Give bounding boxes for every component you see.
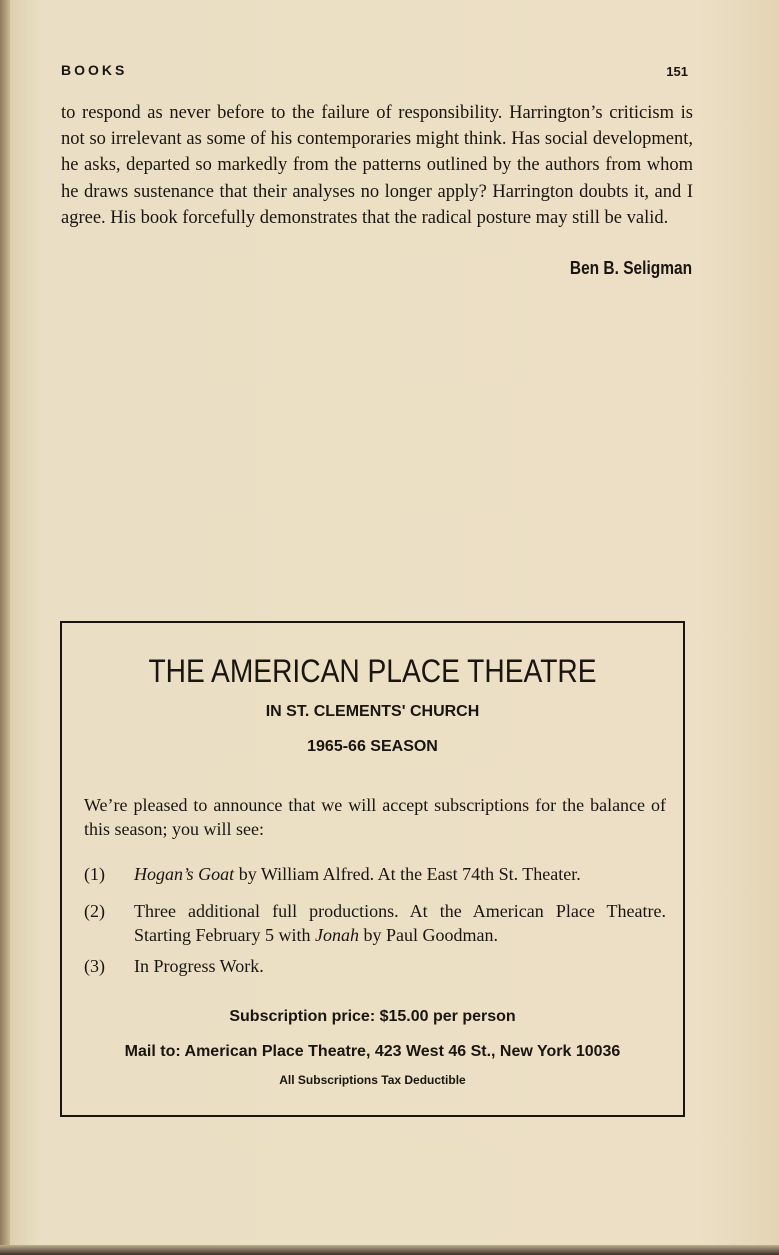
page-gutter-shadow	[0, 0, 10, 1255]
page-bottom-shadow	[0, 1245, 779, 1255]
ad-intro: We’re pleased to announce that we will accept subscriptions for the balance of this season; you will see:	[84, 795, 666, 839]
page-number: 151	[666, 64, 688, 79]
ad-item-number: (2)	[84, 901, 105, 921]
review-paragraph	[61, 100, 693, 231]
ad-title: THE AMERICAN PLACE THEATRE	[148, 653, 597, 689]
ad-item-text: In Progress Work.	[134, 956, 264, 976]
ad-location: IN ST. CLEMENTS' CHURCH	[265, 703, 480, 720]
ad-mailing-address: Mail to: American Place Theatre, 423 West 46 St., New York 10036	[124, 1043, 621, 1060]
running-header-section: BOOKS	[61, 62, 128, 78]
ad-season: 1965-66 SEASON	[307, 738, 438, 755]
theatre-advertisement	[60, 621, 685, 1117]
ad-item-number: (1)	[84, 864, 105, 884]
review-author: Ben B. Seligman	[569, 258, 692, 278]
ad-tax-note: All Subscriptions Tax Deductible	[279, 1073, 466, 1087]
ad-item-title: Hogan’s Goat	[134, 864, 235, 884]
review-paragraph-text: to respond as never before to the failure of responsibility. Harrington’s criticism is not so irrelevant as some of his contemporaries might think. Has social development, he asks, departed so markedly from the patterns outlined by the authors from whom he draws sustenance that their analyses no longer apply? Harrington doubts it, and I agree. His book forcefully demonstrates that the radical posture may still be valid.	[61, 103, 693, 228]
ad-item-number: (3)	[84, 956, 105, 976]
ad-item-text: Hogan’s Goat by William Alfred. At the East 74th St. Theater.	[134, 864, 581, 884]
ad-item-text: Three additional full productions. At the American Place Theatre. Starting February 5 with Jonah by Paul Goodman.	[134, 901, 666, 945]
ad-item-title: Jonah	[314, 925, 359, 945]
ad-subscription-price: Subscription price: $15.00 per person	[229, 1008, 516, 1025]
